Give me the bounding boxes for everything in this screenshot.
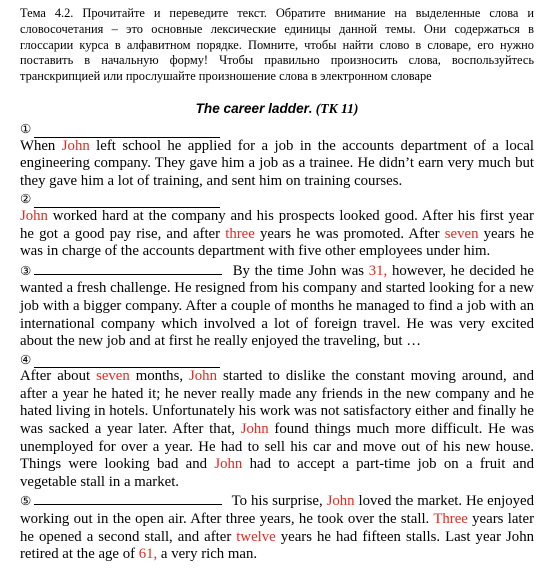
text-fragment: years he had fifteen stalls. Last year John retired at the age of [20, 528, 534, 563]
section-3-paragraph [20, 261, 534, 351]
highlighted-word: John [214, 456, 243, 473]
text-fragment: months, [129, 368, 190, 385]
section-4-heading-line [20, 351, 534, 369]
section-2-blank [34, 194, 220, 208]
reading-text [20, 120, 534, 564]
section-5-paragraph [20, 491, 534, 563]
text-fragment: a very rich man. [157, 546, 258, 563]
text-fragment: left school he applied for a job in the accounts department of a local engineering company. They gave him a job as a trainee. He didn’t earn very much but they gave him a lot of training, and sent him on training courses. [20, 137, 535, 189]
section-1-heading-line [20, 120, 534, 138]
highlighted-word: John [240, 421, 269, 438]
text-title [20, 100, 534, 118]
section-1-paragraph [20, 138, 534, 191]
section-4-blank [34, 354, 220, 368]
highlighted-word: three [225, 225, 255, 242]
title-main: The career ladder [195, 100, 309, 116]
text-fragment: however, he decided he wanted a fresh challenge. He resigned from his company and started looking for a new job with a bigger company. After a couple of months he managed to find a job with an international company which involved a lot of foreign travel. He was very excited about the new job and at first he really enjoyed the traveling, but … [20, 262, 534, 350]
text-fragment: years he was promoted. After [254, 225, 445, 242]
section-4-paragraph [20, 368, 534, 491]
highlighted-word: John [326, 493, 355, 510]
highlighted-word: seven [96, 368, 130, 385]
section-2-paragraph [20, 208, 534, 261]
document-page [20, 6, 534, 564]
section-5-blank [34, 491, 222, 505]
text-fragment: By the time John was [228, 262, 369, 279]
text-fragment: years he was in charge of the accounts department with five other employees under him. [20, 225, 534, 260]
highlighted-word: 61, [138, 546, 158, 563]
task-instructions: Тема 4.2. Прочитайте и переведите текст. Обратите внимание на выделенные слова и словосочетания – это основные лексические единицы данной темы. Они содержаться в глоссарии курса в алфавитном порядке. Помните, чтобы найти слово в словаре, его нужно поставить в начальную форму! Чтобы правильно произносить слова, воспользуйтесь транскрипцией или прослушайте произношение слова в электронном словаре [20, 6, 534, 84]
highlighted-word: 31, [368, 262, 388, 279]
text-fragment: worked hard at the company and his prospects looked good. After his first year he got a good pay rise, and after [20, 207, 534, 242]
text-fragment: years later he opened a second stall, and after [20, 511, 534, 545]
highlighted-word: John [20, 207, 48, 224]
highlighted-word: John [189, 368, 217, 385]
section-1-blank [34, 124, 220, 138]
section-2-number: ② [20, 191, 32, 207]
section-5-number: ⑤ [20, 493, 32, 509]
text-fragment: To his surprise, [228, 493, 327, 510]
section-4-number: ④ [20, 351, 32, 367]
highlighted-word: seven [444, 225, 479, 242]
section-2-heading-line [20, 190, 534, 208]
text-fragment: started to dislike the constant moving around, and after a year he hated it; he never really made any friends in the new company and he hated living in hotels. Unfortunately his work was not satisfactory either and finally he was sacked a year later. After that, [20, 368, 535, 438]
text-fragment: found things much more difficult. He was unemployed for over a year. He had to sell his car and move out of his new house. Things were looking bad and [20, 421, 535, 473]
section-3-blank [34, 261, 222, 275]
section-3-number: ③ [20, 262, 32, 278]
text-fragment: loved the market. He enjoyed working out in the open air. After three years, he took over the stall. [20, 493, 535, 528]
section-1-number: ① [20, 120, 32, 136]
text-fragment: After about [20, 368, 97, 385]
highlighted-word: Three [433, 511, 468, 528]
text-fragment: When [20, 137, 62, 154]
text-fragment: had to accept a part-time job on a fruit and vegetable stall in a market. [20, 456, 534, 490]
highlighted-word: John [61, 137, 90, 154]
highlighted-word: twelve [236, 528, 276, 545]
title-course-code: . (TK 11) [308, 100, 359, 116]
